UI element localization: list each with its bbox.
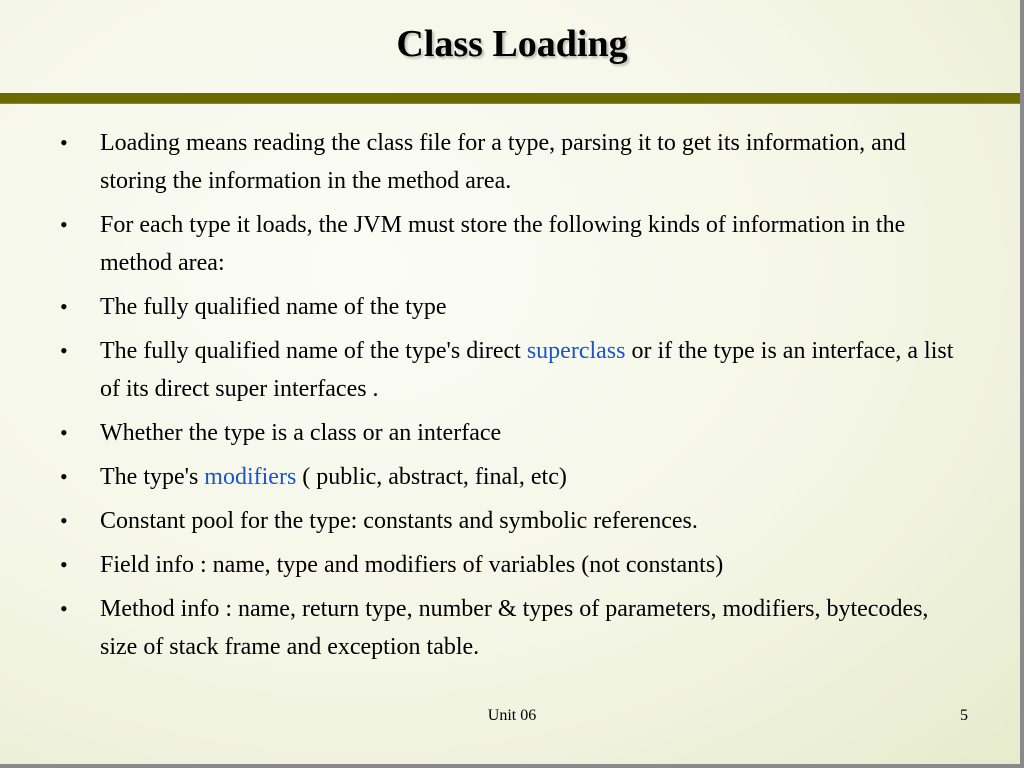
bullet-icon: • xyxy=(60,294,68,319)
bullet-text-suffix: ( public, abstract, final, etc) xyxy=(296,464,567,490)
bullet-icon: • xyxy=(60,338,68,363)
bullet-text-prefix: The type's xyxy=(100,464,205,490)
bullet-text: For each type it loads, the JVM must store the following kinds of information in the method area: xyxy=(100,212,906,276)
bullet-item xyxy=(60,546,960,584)
bullet-list xyxy=(60,124,960,672)
bullet-item xyxy=(60,590,960,666)
bullet-icon: • xyxy=(60,420,68,445)
modifiers-link[interactable]: modifiers xyxy=(204,464,297,490)
bullet-text: Method info : name, return type, number & types of parameters, modifiers, bytecodes, size of stack frame and exception table. xyxy=(100,596,929,660)
page-number: 5 xyxy=(960,707,968,724)
bullet-text: Whether the type is a class or an interface xyxy=(100,420,502,446)
bullet-item xyxy=(60,124,960,200)
bullet-text: Field info : name, type and modifiers of variables (not constants) xyxy=(100,552,724,578)
slide-border-right xyxy=(1020,0,1024,768)
bullet-text-prefix: The fully qualified name of the type's direct xyxy=(100,338,527,364)
bullet-text-suffix: or if the type is an interface, a list of its direct super interfaces . xyxy=(100,338,954,402)
bullet-item xyxy=(60,458,960,496)
title-divider xyxy=(0,93,1024,103)
bullet-text: Loading means reading the class file for a type, parsing it to get its information, and storing the information in the method area. xyxy=(100,130,906,194)
bullet-icon: • xyxy=(60,552,68,577)
bullet-item xyxy=(60,502,960,540)
superclass-link[interactable]: superclass xyxy=(526,338,626,364)
bullet-item xyxy=(60,206,960,282)
bullet-icon: • xyxy=(60,508,68,533)
bullet-item xyxy=(60,414,960,452)
bullet-icon: • xyxy=(60,596,68,621)
slide-border-bottom xyxy=(0,764,1024,768)
bullet-text: The fully qualified name of the type xyxy=(100,294,447,320)
bullet-item xyxy=(60,332,960,408)
bullet-icon: • xyxy=(60,212,68,237)
bullet-icon: • xyxy=(60,130,68,155)
bullet-text: Constant pool for the type: constants and symbolic references. xyxy=(100,508,698,534)
bullet-item xyxy=(60,288,960,326)
bullet-icon: • xyxy=(60,464,68,489)
slide-title: Class Loading xyxy=(396,23,628,65)
footer-label: Unit 06 xyxy=(487,707,537,724)
